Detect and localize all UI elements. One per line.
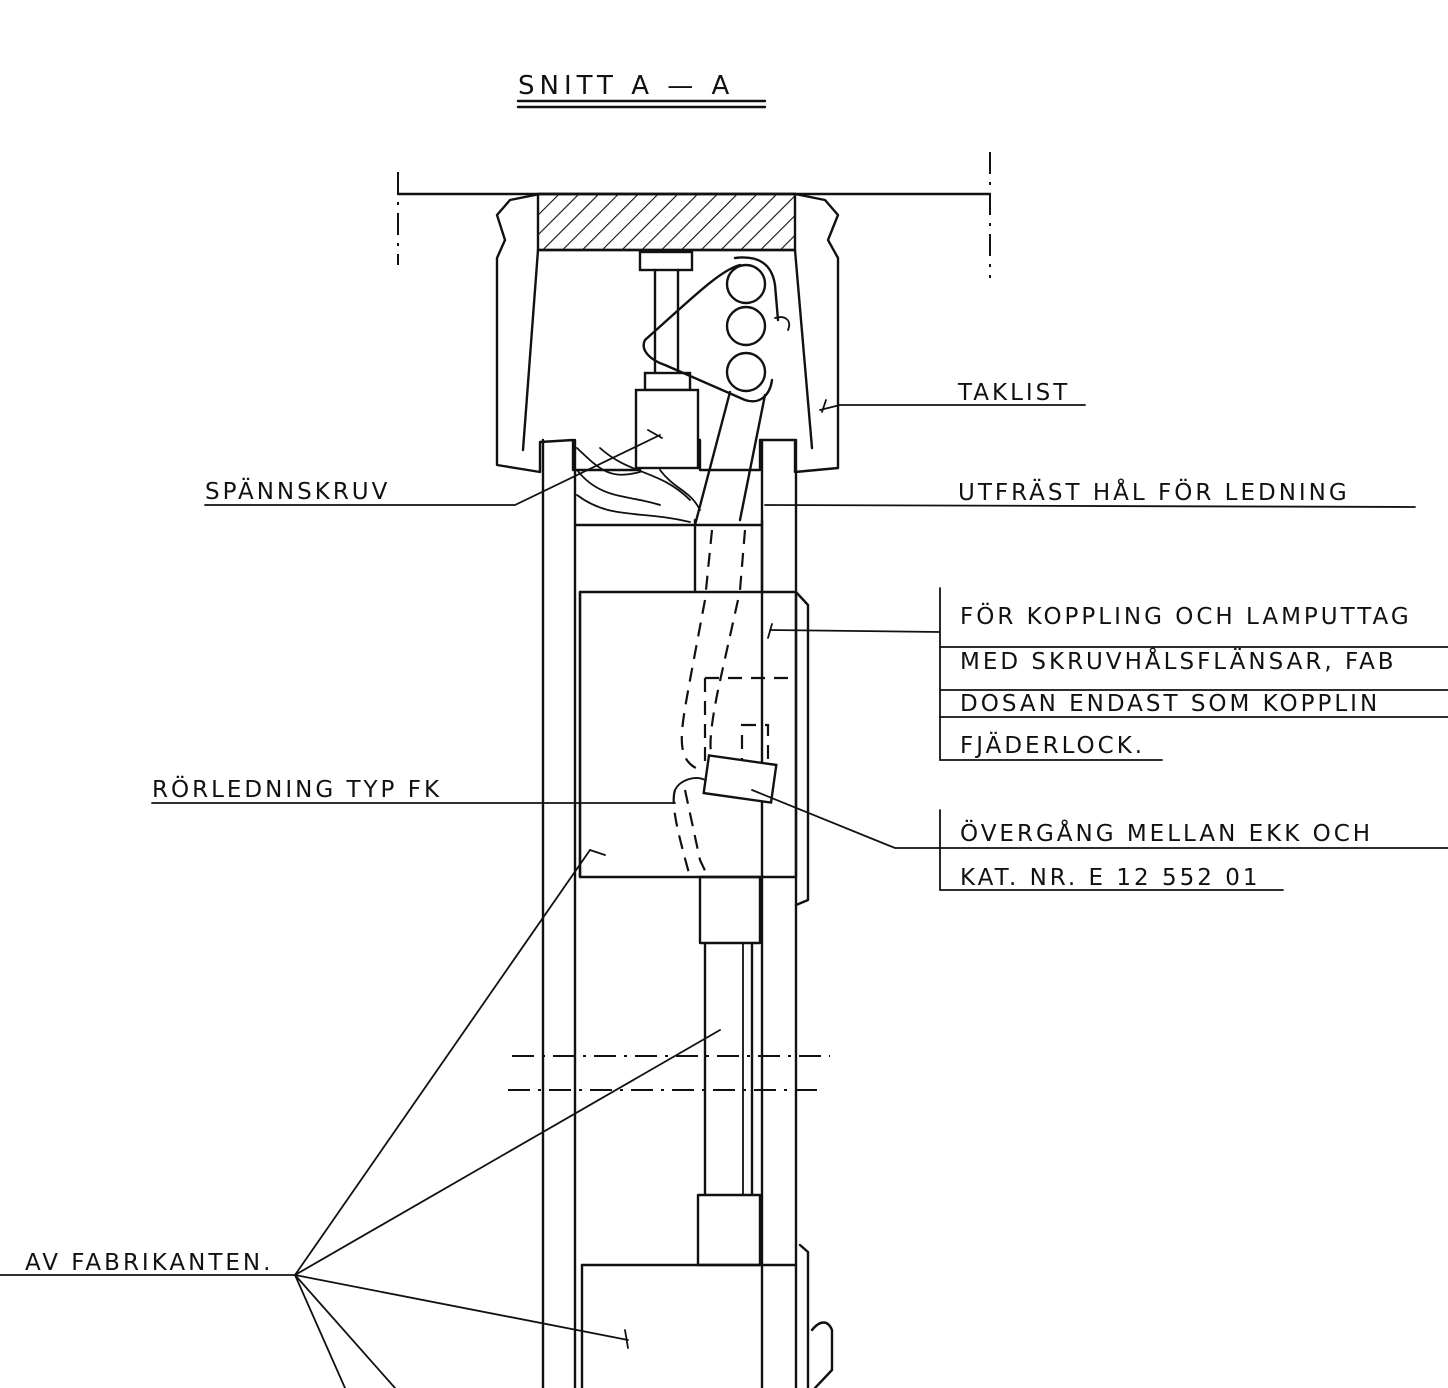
note-coupling-line-4: FJÄDERLOCK.: [960, 733, 1146, 759]
tension-screw: [636, 252, 698, 468]
label-utfrast-text: UTFRÄST HÅL FÖR LEDNING: [958, 480, 1350, 506]
junction-box: [580, 592, 796, 877]
label-av-fabrikanten-text: AV FABRIKANTEN.: [25, 1250, 274, 1276]
label-spannskruv: [205, 477, 390, 505]
label-rorledning: [152, 775, 442, 803]
label-utfrast: [958, 478, 1350, 506]
note-transition-line-1: ÖVERGÅNG MELLAN EKK OCH: [960, 821, 1374, 847]
note-coupling-line-1: FÖR KOPPLING OCH LAMPUTTAG: [960, 604, 1412, 630]
label-taklist: [957, 380, 1070, 406]
note-box-transition: [940, 819, 1373, 891]
hatched-ceiling-block: [538, 194, 795, 250]
label-taklist-text: TAKLIST: [958, 380, 1071, 406]
lower-pipe: [582, 592, 832, 1388]
break-lines: [508, 1056, 830, 1090]
label-spannskruv-text: SPÄNNSKRUV: [205, 479, 391, 505]
note-transition-line-2: KAT. NR. E 12 552 01: [960, 865, 1261, 891]
section-title-text: SNITT A — A: [518, 71, 735, 101]
note-coupling-line-3: DOSAN ENDAST SOM KOPPLIN: [960, 691, 1381, 717]
label-av-fabrikanten: [25, 1250, 273, 1276]
note-box-coupling: [940, 602, 1448, 760]
label-rorledning-text: RÖRLEDNING TYP FK: [152, 777, 443, 803]
column-profile: [543, 440, 796, 1388]
note-coupling-line-2: MED SKRUVHÅLSFLÄNSAR, FAB: [960, 649, 1397, 675]
leader-lines: [0, 400, 1448, 1388]
section-title: [518, 71, 765, 107]
conduit-upper: [695, 392, 765, 592]
